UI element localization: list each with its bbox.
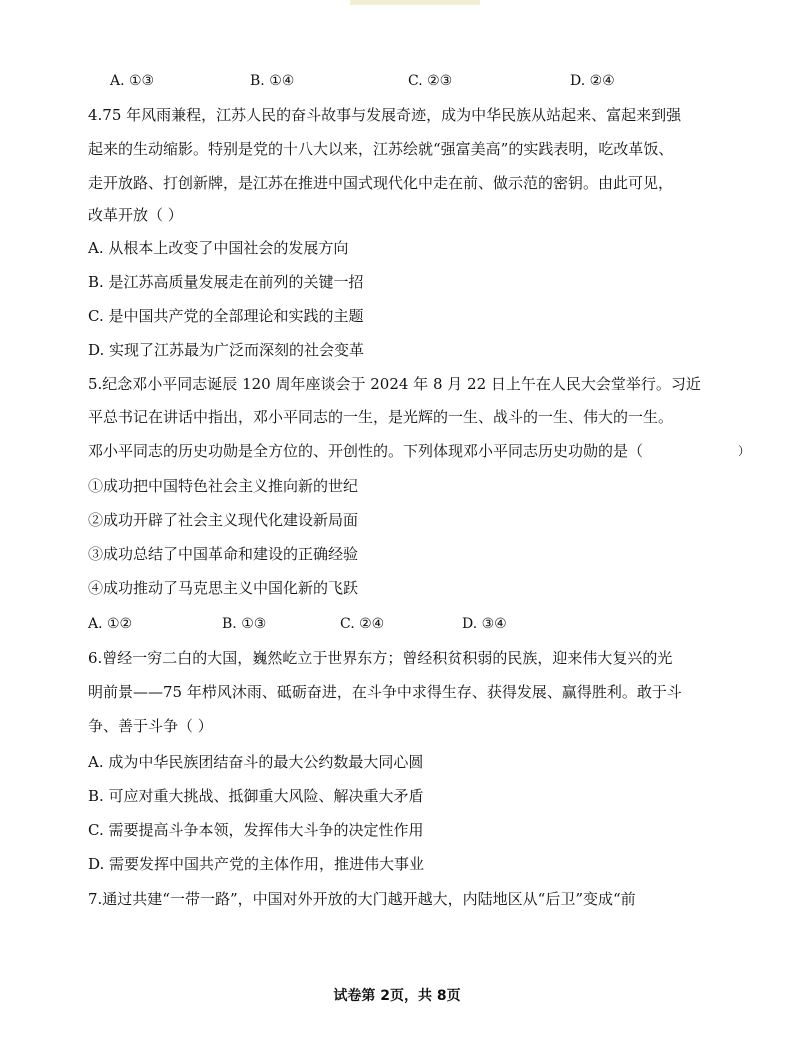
q6-option-b: B. 可应对重大挑战、抵御重大风险、解决重大矛盾	[88, 787, 424, 805]
q6-stem-line-3: 争、善于斗争（ ）	[88, 717, 213, 735]
q3-option-c: C. ②③	[408, 73, 453, 89]
q5-option-c: C. ②④	[340, 616, 385, 632]
q5-option-a: A. ①②	[88, 616, 133, 632]
q3-option-d: D. ②④	[570, 73, 615, 89]
q3-option-a: A. ①③	[110, 73, 155, 89]
q4-stem-line-2: 起来的生动缩影。特别是党的十八大以来，江苏绘就“强富美高”的实践表明，吃改革饭、	[88, 140, 674, 158]
q4-option-d: D. 实现了江苏最为广泛而深刻的社会变革	[88, 341, 365, 359]
q5-stem-line-2: 平总书记在讲话中指出，邓小平同志的一生，是光辉的一生、战斗的一生、伟大的一生。	[88, 408, 674, 426]
q4-stem-line-3: 走开放路、打创新牌，是江苏在推进中国式现代化中走在前、做示范的密钥。由此可见，	[88, 174, 674, 192]
q3-option-b: B. ①④	[250, 73, 295, 89]
q4-stem-line-4: 改革开放（ ）	[88, 206, 183, 224]
q5-stem-line-3: 邓小平同志的历史功勋是全方位的、开创性的。下列体现邓小平同志历史功勋的是（	[88, 442, 644, 460]
q6-stem-line-1: 6.曾经一穷二白的大国，巍然屹立于世界东方；曾经积贫积弱的民族，迎来伟大复兴的光	[88, 649, 673, 667]
q7-stem-line-1: 7.通过共建“一带一路”，中国对外开放的大门越开越大，内陆地区从“后卫”变成“前	[88, 890, 636, 908]
q5-close-paren: ）	[738, 444, 751, 458]
q5-stem-line-1: 5.纪念邓小平同志诞辰 120 周年座谈会于 2024 年 8 月 22 日上午在人民大会堂举行。习近	[88, 375, 701, 393]
page-footer: 试卷第 2页，共 8页	[333, 988, 461, 1004]
scan-smudge	[350, 0, 480, 5]
q6-option-d: D. 需要发挥中国共产党的主体作用，推进伟大事业	[88, 855, 425, 873]
q5-option-d: D. ③④	[462, 616, 507, 632]
q5-item-1: ①成功把中国特色社会主义推向新的世纪	[88, 477, 359, 495]
q6-option-a: A. 成为中华民族团结奋斗的最大公约数最大同心圆	[88, 753, 424, 771]
q6-stem-line-2: 明前景——75 年栉风沐雨、砥砺奋进，在斗争中求得生存、获得发展、赢得胜利。敢于斗	[88, 683, 682, 701]
q5-item-3: ③成功总结了中国革命和建设的正确经验	[88, 545, 359, 563]
q5-item-2: ②成功开辟了社会主义现代化建设新局面	[88, 511, 359, 529]
q4-option-b: B. 是江苏高质量发展走在前列的关键一招	[88, 273, 364, 291]
q4-stem-line-1: 4.75 年风雨兼程，江苏人民的奋斗故事与发展奇迹，成为中华民族从站起来、富起来到强	[88, 106, 682, 124]
q5-option-b: B. ①③	[222, 616, 267, 632]
q4-option-a: A. 从根本上改变了中国社会的发展方向	[88, 239, 349, 257]
q6-option-c: C. 需要提高斗争本领，发挥伟大斗争的决定性作用	[88, 821, 424, 839]
q5-item-4: ④成功推动了马克思主义中国化新的飞跃	[88, 579, 359, 597]
q4-option-c: C. 是中国共产党的全部理论和实践的主题	[88, 307, 364, 325]
